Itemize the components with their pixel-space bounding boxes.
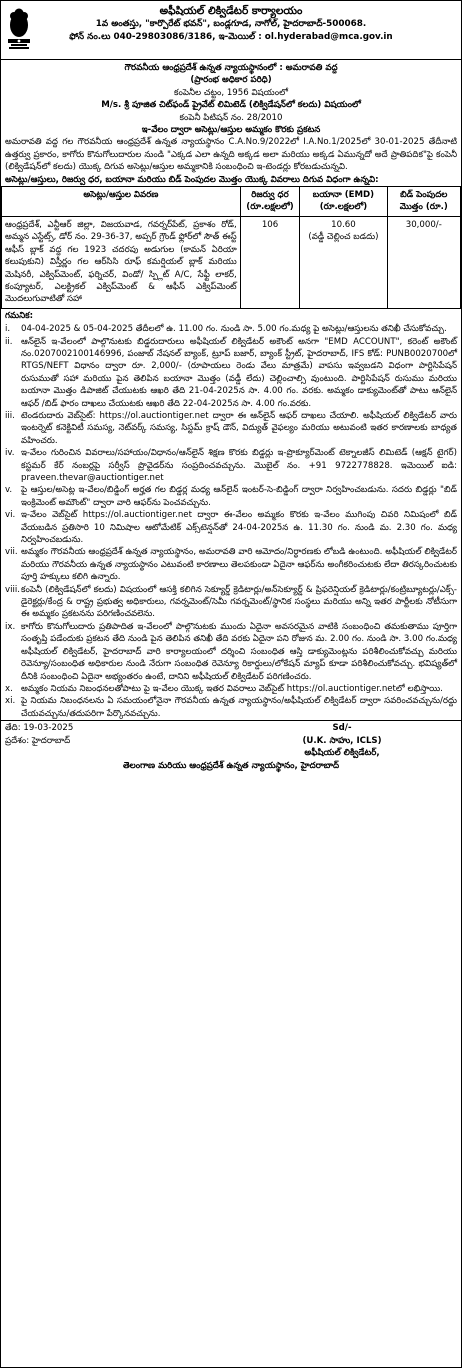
signatory-name: (U.K. సాహు, ICLS) [302, 735, 382, 746]
list-item: vi. ఇ-వేలం వెబ్‌సైట్ https://ol.auctiontiger.net ద్వారా ఈ-వేలం అమ్మకం కొరకు ఇ-వేలం ముగింపు చివరి నిమిషంలో బిడ్ వేయబడిన ప్రతిసారి 10 నిమిషాల ఆటోమేటిక్ ఎక్స్‌టెన్షన్‌తో 24-04-2025న ఉ. 11.30 గం. నుండి మ. 2.30 గం. మధ్య నిర్వహించబడును. [5, 510, 457, 546]
court-line-3: కంపెనీల చట్టం, 1956 విషయంలో [174, 87, 288, 98]
office-address: 1వ అంతస్తు, "కార్పొరేట్ భవన్", బండ్లగూడ, నాగోల్, హైదరాబాద్-500068. [95, 19, 367, 29]
col-header-increment: బిడ్ పెంపుదల మొత్తం (రూ.) [387, 187, 460, 217]
table-row [2, 216, 461, 308]
list-item: viii. కంపెనీ (లిక్విడేషన్‌లో కలదు) విషయంలో ఆసక్తి కలిగిన సెక్యూర్డ్ క్రెడిటార్లు/అన్‌సెక్యూర్డ్ & ప్రిఫరెన్షియల్ క్రెడిటార్లు/కంట్రిబ్యూటర్లు/ఎక్స్-డైరెక్టర్లు/కేంద్ర & రాష్ట్ర ప్రభుత్వ అధికారులు, గవర్నమెంట్/సెమీ గవర్నమెంట్/స్థానిక సంస్థలు మరియు అన్ని ఇతర పార్టీలకు నోటీసుగా ఈ అమ్మకం ప్రకటనను పరిగణించవలెను. [5, 584, 457, 620]
asset-description: ఆంధ్రప్రదేశ్, ఎన్టీఆర్ జిల్లా, విజయవాడ, గవర్నర్‌పేట్, ప్రకాశం రోడ్, అమ్మన ఎస్టేట్స్, డోర్ నం. 29-36-37, అప్పర్ గ్రౌండ్ ఫ్లోర్‌లో సౌత్ ఈస్ట్ ఆఫీస్ బ్లాక్ వద్ద గల 1923 చదరపు అడుగుల (కామన్ ఏరియా కలుపుకుని) విస్తీర్ణం గల ఆర్‌సిసి రూఫ్ కమర్షియల్ బ్లాక్ మరియు మెషినరీ, ఎక్విప్‌మెంట్, ఫర్నిచర్, విండో/ స్ప్లిట్ A/C, సేఫ్టీ లాకర్, కంప్యూటర్, ఎలక్ట్రికల్ ఎక్విప్‌మెంట్ & ఆఫీస్ ఎక్విప్‌మెంట్ మొదలుగువాటితో సహా [2, 216, 241, 308]
notice-date: తేది: 19-03-2025 [5, 723, 74, 734]
notes-list [1, 323, 461, 720]
emd-amount: 10.60 [331, 219, 356, 230]
letterhead [1, 1, 461, 60]
notice-place: ప్రదేశం: హైదరాబాద్ [5, 735, 71, 746]
asset-table [1, 186, 461, 309]
signature-mark: Sd/- [332, 723, 352, 734]
bid-increment: 30,000/- [387, 216, 460, 308]
court-line-1: గౌరవనీయ ఆంధ్రప్రదేశ్ ఉన్నత న్యాయస్థానంలో : అమరావతి వద్ద [124, 63, 338, 73]
list-item: vii. అమ్మకం గౌరవనీయ ఆంధ్రప్రదేశ్ ఉన్నత న్యాయస్థానం, అమరావతి వారి ఆమోదం/నిర్ధారణకు లోబడి ఉంటుంది. అఫీషియల్ లిక్విడేటర్ మరియు గౌరవనీయ ఉన్నత న్యాయస్థానం ఎటువంటి కారణాలు తెలపకుండా ఏదైనా ఆఫర్‌ను అంగీకరించుటకు లేదా తిరస్కరించుటకు పూర్తి హక్కులు కలిగి ఉన్నారు. [5, 547, 457, 583]
asset-table-header [2, 187, 461, 217]
list-item: v. పై ఆస్తుల/అసెట్ల ఇ-వేలం/బిడ్డింగ్ అర్హత గల బిడ్డర్ల మధ్య ఆన్‌లైన్ ఇంటర్-సె-బిడ్డింగ్ ద్వారా నిర్వహించబడును. సదరు బిడ్డర్లు "బిడ్ ఇంక్రిమెంట్ అమౌంట్" ద్వారా వారి ఆఫర్‌ను పెంచవచ్చును. [5, 485, 457, 508]
list-item: x. అమ్మకం నియమ నిబంధనలతోపాటు పై ఇ-వేలం యొక్క ఇతర వివరాలు వెబ్‌సైట్ https://ol.auctiontiger.netలో లభిస్తాయి. [5, 683, 443, 694]
court-line-2: (ప్రారంభ అధికార పరిధి) [190, 75, 272, 86]
col-header-emd: బయానా (EMD) (రూ.లక్షలలో) [300, 187, 387, 217]
company-line: M/s. శ్రీ పూజిత చిట్‌ఫండ్ ప్రైవేట్ లిమిటెడ్ (లిక్విడేషన్‌లో కలదు) విషయంలో [101, 100, 361, 111]
national-emblem-icon [5, 5, 33, 51]
notice-title: ఇ-వేలం ద్వారా అసెట్లు/ఆస్తుల అమ్మకం కొరకు ప్రకటన [141, 125, 321, 136]
office-contact: ఫోన్ నం.లు 040-29803086/3186, ఇ-మెయిల్ : ol.hyderabad@mca.gov.in [69, 32, 393, 42]
list-item: ix. కాగోరు కొనుగోలుదారు ప్రతిపాదిత ఇ-వేలంలో పాల్గొనుటకు ముందు ఏదైనా అవసరమైన వాటికి సంబంధించి తమకుతాము పూర్తిగా సంతృప్తి పడేందుకు ప్రకటన తేది నుండి పైన తెలిపిన తనిఖీ తేది వరకు ఏదైనా పని రోజున మ. 2.00 గం. నుండి సా. 3.00 గం.మధ్య అఫీషియల్ లిక్విడేటర్, హైదరాబాద్ వారి కార్యాలయంలో దర్శించి సంబంధిత ఆస్తి డాక్యుమెంట్లను పరిశీలించుకోవచ్చు మరియు రెవెన్యూ/సంబంధిత అధికారుల నుండి నేరుగా సంబంధిత రెవెన్యూ రికార్డులు/లోకేషన్ మ్యాప్ కూడా పరిశీలించుకోవచ్చు. భవిష్యత్‌లో దీనికి సంబంధించి ఏదైనా అభ్యంతరం ఉంటే, దానిని అఫీషియల్ లిక్విడేటర్ పరిగణించరు. [5, 621, 457, 682]
col-header-description: అసెట్లు/ఆస్తుల వివరణ [2, 187, 241, 217]
col-header-reserve: రిజర్వు ధర (రూ.లక్షలలో) [240, 187, 300, 217]
signature-block [1, 720, 461, 760]
list-item: xi. పై నియమ నిబంధనలను ఏ సమయంలోనైనా గౌరవనీయ ఉన్నత న్యాయస్థానం/అఫీషియల్ లిక్విడేటర్ ద్వారా సవరించవచ్చును/రద్దు చేయవచ్చును/తదుపరిగా పేర్కొనవచ్చును. [5, 696, 457, 719]
signatory-title: అఫీషియల్ లిక్విడేటర్, [304, 747, 380, 758]
signatory-court: తెలంగాణ మరియు ఆంధ్రప్రదేశ్ ఉన్నత న్యాయస్థానం, హైదరాబాద్ [122, 761, 340, 772]
table-intro: అసెట్లు/ఆస్తులు, రిజర్వు ధర, బయానా మరియు బిడ్ పెంపుదల మొత్తం యొక్క వివరాలు దిగువ విధంగా ఉన్నవి: [5, 174, 379, 185]
list-item: i. 04-04-2025 & 05-04-2025 తేదీలలో ఉ. 11.00 గం. నుండి సా. 5.00 గం.మధ్య పై అసెట్లు/ఆస్తులను తనిఖీ చేసుకోవచ్చు. [5, 324, 447, 335]
emd-note: (వడ్డీ చెల్లించ బడదు) [308, 232, 379, 243]
reserve-price: 106 [240, 216, 300, 308]
list-item: iii. టెండరుదారు వెబ్‌సైట్: https://ol.auctiontiger.net ద్వారా ఈ ఆన్‌లైన్ ఆఫర్ దాఖలు చేయాలి. అఫీషియల్ లిక్విడేటర్ వారు ఇంటర్నెట్ కనెక్టివిటీ సమస్య, నెట్‌వర్క్ సమస్య, సిస్టమ్ క్రాష్ డౌన్, విద్యుత్ వైఫల్యం మరియు అటువంటి ఇతర కారణాలకు బాధ్యత వహించరు. [5, 410, 457, 446]
petition-line: కంపెనీ పిటిషన్ నం. 28/2010 [179, 112, 283, 123]
emd-cell [300, 216, 387, 308]
list-item: ii. ఆన్‌లైన్ ఇ-వేలంలో పాల్గొనుటకు బిడ్డరుదారులు అఫీషియల్ లిక్విడేటర్ అకౌంట్ అనగా "EMD ACCOUNT", కరెంట్ అకౌంట్ నం.0207002100146996, పంజాబ్ నేషనల్ బ్యాంక్, ట్రూప్ బజార్, బ్యాంక్ స్ట్రీట్, హైదరాబాద్, IFS కోడ్: PUNB0020700లో RTGS/NEFT విధానం ద్వారా రూ. 2,000/- (రూపాయలు రెండు వేలు మాత్రమే) వాపసు ఇవ్వబడని విధంగా పార్టిసిపేషన్ రుసుముతో సహా మరియు పైన తెలిపిన బయానా మొత్తం (వడ్డీ లేదు) చెల్లించాల్సి వుంటుంది. పార్టిసిపేషన్ రుసుము మరియు బయానా మొత్తం డిపాజిట్ చేయుటకు ఆఖరి తేది 21-04-2025న సా. 4.00 గం. వరకు. అమ్మకం డాక్యుమెంట్‌తో పాటు ఆన్‌లైన్ ఆఫర్ /బిడ్ ఫారం దాఖలు చేయుటకు ఆఖరి తేది 22-04-2025న సా. 4.00 గం.వరకు. [5, 336, 457, 409]
notes-title: గమనిక: [5, 310, 34, 321]
list-item: iv. ఇ-వేలం గురించిన వివరాలు/సహాయం/విధానం/ఆన్‌లైన్ శిక్షణ కొరకు బిడ్డర్లు ఇ-ప్రొక్యూర్‌మెంట్ టెక్నాలజీస్ లిమిటెడ్ (ఆక్షన్ టైగర్) కస్టమర్ కేర్ నంబర్లపై సర్వీస్ ప్రొవైడర్‌ను సంప్రదించవచ్చును. మొబైల్ నం. +91 9722778828. ఇమెయిల్ ఐడి: praveen.thevar@auctiontiger.net [5, 448, 457, 483]
office-name: అఫీషియల్ లిక్విడేటర్ కార్యాలయం [159, 5, 303, 17]
intro-paragraph: అమరావతి వద్ద గల గౌరవనీయ ఆంధ్రప్రదేశ్ ఉన్నత న్యాయస్థానం C.A.No.9/2022లో I.A.No.1/2025లో 30-01-2025 తేదీనాటి ఉత్తర్వు ప్రకారం, కాగోరు కొనుగోలుదారుల నుండి "ఎక్కడ ఎలా ఉన్నది అక్కడ అలా మరియు అక్కడ ఏమున్నదో అదే ప్రాతిపదిక"పై కంపెనీ (లిక్విడేషన్‌లో కలదు) యొక్క దిగువ అసెట్లు/ఆస్తుల అమ్మకానికి సంబంధించి ఇ-టెండర్లు కోరబడుచున్నవి. [5, 137, 457, 173]
